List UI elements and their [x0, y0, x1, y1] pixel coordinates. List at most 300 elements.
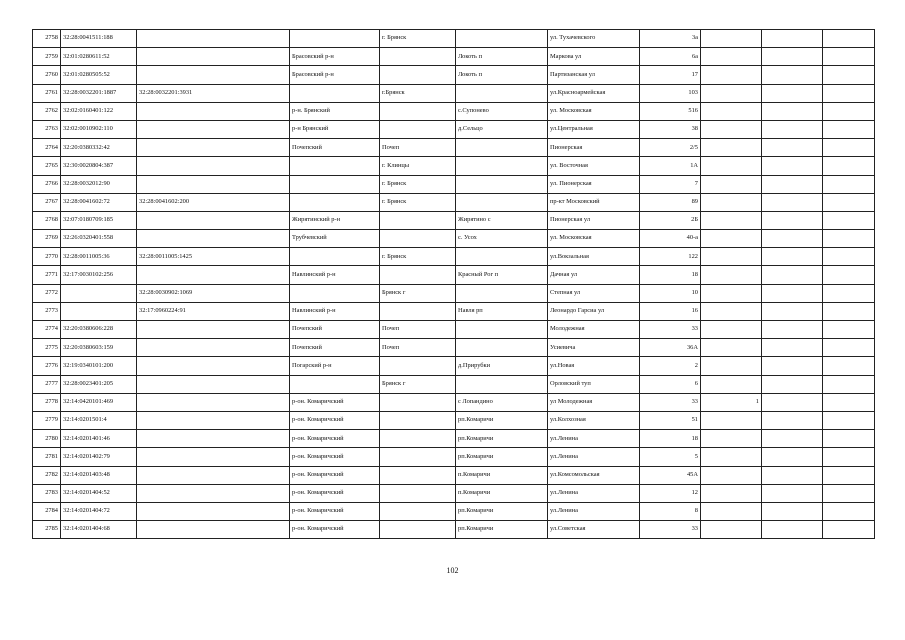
settlement-cell — [456, 30, 548, 48]
row-number: 2758 — [33, 30, 61, 48]
district-cell — [290, 248, 380, 266]
settlement-cell — [456, 193, 548, 211]
street-cell: ул.Центральная — [548, 120, 640, 138]
house-number-cell: 10 — [640, 284, 701, 302]
city-cell: Почеп — [380, 321, 456, 339]
cadastral-number-cell: 32:28:0023401:205 — [61, 375, 137, 393]
settlement-cell — [456, 339, 548, 357]
district-cell — [290, 284, 380, 302]
extra-cell — [701, 502, 762, 520]
house-number-cell: 18 — [640, 430, 701, 448]
house-number-cell: 7 — [640, 175, 701, 193]
row-number: 2771 — [33, 266, 61, 284]
city-cell — [380, 521, 456, 539]
cadastral-number-cell: 32:20:0380603:159 — [61, 339, 137, 357]
extra-cell — [701, 484, 762, 502]
district-cell: р-он. Комаричский — [290, 484, 380, 502]
settlement-cell: с Лопандино — [456, 393, 548, 411]
cadastral-number-2-cell: 32:17:0960224:91 — [137, 302, 290, 320]
cadastral-number-2-cell — [137, 266, 290, 284]
extra-cell — [701, 30, 762, 48]
street-cell: ул.Вокзальная — [548, 248, 640, 266]
district-cell: Почепский — [290, 139, 380, 157]
settlement-cell — [456, 175, 548, 193]
cadastral-number-2-cell — [137, 66, 290, 84]
table-row — [33, 502, 875, 520]
house-number-cell: 6а — [640, 48, 701, 66]
house-number-cell: 1А — [640, 157, 701, 175]
extra-cell — [701, 411, 762, 429]
empty-cell — [823, 211, 875, 229]
cadastral-number-2-cell — [137, 30, 290, 48]
row-number: 2766 — [33, 175, 61, 193]
city-cell — [380, 266, 456, 284]
cadastral-number-2-cell — [137, 120, 290, 138]
table-row — [33, 284, 875, 302]
cadastral-number-2-cell — [137, 502, 290, 520]
cadastral-number-cell: 32:20:0380332:42 — [61, 139, 137, 157]
cadastral-number-cell: 32:07:0180709:185 — [61, 211, 137, 229]
table-body — [33, 30, 875, 539]
row-number: 2764 — [33, 139, 61, 157]
street-cell: Усиевича — [548, 339, 640, 357]
empty-cell — [762, 375, 823, 393]
empty-cell — [823, 302, 875, 320]
city-cell: Брянск г — [380, 375, 456, 393]
street-cell: ул.Ленина — [548, 484, 640, 502]
empty-cell — [823, 393, 875, 411]
cadastral-number-2-cell — [137, 448, 290, 466]
extra-cell — [701, 448, 762, 466]
settlement-cell: Жирятино с — [456, 211, 548, 229]
row-number: 2770 — [33, 248, 61, 266]
street-cell: Пионерская — [548, 139, 640, 157]
district-cell: Брасовский р-н — [290, 48, 380, 66]
street-cell: пр-кт Московский — [548, 193, 640, 211]
row-number: 2763 — [33, 120, 61, 138]
empty-cell — [823, 248, 875, 266]
street-cell: Маркова ул — [548, 48, 640, 66]
empty-cell — [823, 48, 875, 66]
house-number-cell: 18 — [640, 266, 701, 284]
settlement-cell: рп.Комаричи — [456, 448, 548, 466]
empty-cell — [823, 157, 875, 175]
empty-cell — [823, 66, 875, 84]
cadastral-number-2-cell — [137, 466, 290, 484]
house-number-cell: 36А — [640, 339, 701, 357]
row-number: 2783 — [33, 484, 61, 502]
table-row — [33, 430, 875, 448]
district-cell: Жирятинский р-н — [290, 211, 380, 229]
table-row — [33, 339, 875, 357]
house-number-cell: 103 — [640, 84, 701, 102]
row-number: 2779 — [33, 411, 61, 429]
street-cell: ул.Ленина — [548, 448, 640, 466]
city-cell — [380, 393, 456, 411]
street-cell: ул. Московская — [548, 230, 640, 248]
cadastral-number-2-cell — [137, 139, 290, 157]
settlement-cell — [456, 375, 548, 393]
city-cell: г. Брянск — [380, 193, 456, 211]
table-row — [33, 411, 875, 429]
empty-cell — [823, 321, 875, 339]
settlement-cell: с. Усох — [456, 230, 548, 248]
extra-cell — [701, 466, 762, 484]
empty-cell — [762, 157, 823, 175]
house-number-cell: 6 — [640, 375, 701, 393]
empty-cell — [823, 375, 875, 393]
empty-cell — [823, 230, 875, 248]
settlement-cell: рп.Комаричи — [456, 430, 548, 448]
district-cell — [290, 157, 380, 175]
cadastral-number-cell: 32:01:0280611:52 — [61, 48, 137, 66]
extra-cell — [701, 157, 762, 175]
street-cell: ул.Колхозная — [548, 411, 640, 429]
row-number: 2762 — [33, 102, 61, 120]
table-row — [33, 193, 875, 211]
cadastral-number-2-cell: 32:28:0030902:1069 — [137, 284, 290, 302]
cadastral-number-2-cell — [137, 211, 290, 229]
settlement-cell: п.Комаричи — [456, 484, 548, 502]
street-cell: ул.Советская — [548, 521, 640, 539]
table-row — [33, 102, 875, 120]
table-row — [33, 302, 875, 320]
extra-cell — [701, 357, 762, 375]
empty-cell — [823, 448, 875, 466]
settlement-cell — [456, 248, 548, 266]
cadastral-number-cell: 32:28:0032012:90 — [61, 175, 137, 193]
empty-cell — [762, 120, 823, 138]
empty-cell — [762, 266, 823, 284]
cadastral-number-cell: 32:14:0201404:68 — [61, 521, 137, 539]
empty-cell — [762, 430, 823, 448]
extra-cell — [701, 321, 762, 339]
table-row — [33, 266, 875, 284]
city-cell: Почеп — [380, 139, 456, 157]
extra-cell — [701, 375, 762, 393]
house-number-cell: 5 — [640, 448, 701, 466]
extra-cell — [701, 175, 762, 193]
city-cell: г. Брянск — [380, 175, 456, 193]
empty-cell — [823, 466, 875, 484]
row-number: 2772 — [33, 284, 61, 302]
row-number: 2778 — [33, 393, 61, 411]
cadastral-number-2-cell — [137, 521, 290, 539]
cadastral-number-cell: 32:02:0010902:110 — [61, 120, 137, 138]
street-cell: ул. Московская — [548, 102, 640, 120]
empty-cell — [762, 284, 823, 302]
row-number: 2782 — [33, 466, 61, 484]
row-number: 2761 — [33, 84, 61, 102]
cadastral-number-2-cell — [137, 48, 290, 66]
settlement-cell — [456, 284, 548, 302]
settlement-cell: п.Комаричи — [456, 466, 548, 484]
house-number-cell: 45А — [640, 466, 701, 484]
empty-cell — [823, 102, 875, 120]
house-number-cell: 8 — [640, 502, 701, 520]
row-number: 2759 — [33, 48, 61, 66]
empty-cell — [762, 339, 823, 357]
extra-cell — [701, 84, 762, 102]
city-cell: Почеп — [380, 339, 456, 357]
row-number: 2769 — [33, 230, 61, 248]
empty-cell — [762, 521, 823, 539]
street-cell: Пионерская ул — [548, 211, 640, 229]
street-cell: ул.Комсомольская — [548, 466, 640, 484]
empty-cell — [762, 84, 823, 102]
settlement-cell: рп.Комаричи — [456, 502, 548, 520]
table-row — [33, 157, 875, 175]
empty-cell — [823, 484, 875, 502]
house-number-cell: 17 — [640, 66, 701, 84]
street-cell: ул Молодежная — [548, 393, 640, 411]
house-number-cell: 33 — [640, 521, 701, 539]
settlement-cell: рп.Комаричи — [456, 521, 548, 539]
extra-cell — [701, 139, 762, 157]
street-cell: ул. Тухачевского — [548, 30, 640, 48]
district-cell — [290, 30, 380, 48]
district-cell: Почепский — [290, 339, 380, 357]
row-number: 2785 — [33, 521, 61, 539]
table-row — [33, 120, 875, 138]
extra-cell — [701, 266, 762, 284]
district-cell: Брасовский р-н — [290, 66, 380, 84]
cadastral-number-2-cell — [137, 321, 290, 339]
empty-cell — [823, 175, 875, 193]
empty-cell — [823, 430, 875, 448]
property-register-table — [32, 29, 875, 539]
cadastral-number-cell: 32:30:0020804:387 — [61, 157, 137, 175]
empty-cell — [823, 139, 875, 157]
empty-cell — [762, 66, 823, 84]
cadastral-number-cell: 32:14:0201501:4 — [61, 411, 137, 429]
city-cell — [380, 357, 456, 375]
street-cell: Партизанская ул — [548, 66, 640, 84]
cadastral-number-cell: 32:19:0340101:200 — [61, 357, 137, 375]
extra-cell — [701, 521, 762, 539]
district-cell: р-он. Комаричский — [290, 430, 380, 448]
cadastral-number-cell: 32:02:0160401:122 — [61, 102, 137, 120]
house-number-cell: 12 — [640, 484, 701, 502]
street-cell: Степная ул — [548, 284, 640, 302]
empty-cell — [762, 302, 823, 320]
district-cell: Погарский р-н — [290, 357, 380, 375]
city-cell: г. Клинцы — [380, 157, 456, 175]
table-row — [33, 48, 875, 66]
house-number-cell: 51 — [640, 411, 701, 429]
row-number: 2760 — [33, 66, 61, 84]
table-row — [33, 466, 875, 484]
house-number-cell: 33 — [640, 321, 701, 339]
house-number-cell: 2Б — [640, 211, 701, 229]
district-cell: р-н. Брянский — [290, 102, 380, 120]
city-cell — [380, 466, 456, 484]
table-row — [33, 84, 875, 102]
city-cell — [380, 120, 456, 138]
settlement-cell: Красный Рог п — [456, 266, 548, 284]
street-cell: ул.Красноармейская — [548, 84, 640, 102]
city-cell: Брянск г — [380, 284, 456, 302]
empty-cell — [823, 339, 875, 357]
empty-cell — [823, 84, 875, 102]
empty-cell — [762, 102, 823, 120]
district-cell: р-он. Комаричский — [290, 521, 380, 539]
cadastral-number-2-cell — [137, 230, 290, 248]
empty-cell — [762, 321, 823, 339]
cadastral-number-cell: 32:28:0041511:188 — [61, 30, 137, 48]
cadastral-number-cell: 32:14:0201401:46 — [61, 430, 137, 448]
row-number: 2768 — [33, 211, 61, 229]
house-number-cell: 33 — [640, 393, 701, 411]
street-cell: ул.Новая — [548, 357, 640, 375]
district-cell: р-он. Комаричский — [290, 393, 380, 411]
cadastral-number-cell: 32:28:0011005:36 — [61, 248, 137, 266]
cadastral-number-2-cell — [137, 393, 290, 411]
empty-cell — [762, 502, 823, 520]
cadastral-number-2-cell: 32:28:0041602:200 — [137, 193, 290, 211]
empty-cell — [823, 502, 875, 520]
street-cell: Леонардо Гарсиа ул — [548, 302, 640, 320]
table-row — [33, 248, 875, 266]
cadastral-number-cell: 32:28:0041602:72 — [61, 193, 137, 211]
settlement-cell: Локоть п — [456, 48, 548, 66]
settlement-cell — [456, 157, 548, 175]
house-number-cell: 2/5 — [640, 139, 701, 157]
cadastral-number-2-cell — [137, 375, 290, 393]
cadastral-number-2-cell — [137, 484, 290, 502]
cadastral-number-cell: 32:17:0030102:256 — [61, 266, 137, 284]
empty-cell — [823, 521, 875, 539]
empty-cell — [823, 30, 875, 48]
extra-cell — [701, 230, 762, 248]
row-number: 2765 — [33, 157, 61, 175]
extra-cell — [701, 193, 762, 211]
empty-cell — [823, 357, 875, 375]
cadastral-number-cell: 32:14:0201404:52 — [61, 484, 137, 502]
cadastral-number-cell: 32:14:0201403:48 — [61, 466, 137, 484]
district-cell: р-он. Комаричский — [290, 411, 380, 429]
table-row — [33, 230, 875, 248]
district-cell: Почепский — [290, 321, 380, 339]
empty-cell — [762, 357, 823, 375]
settlement-cell — [456, 84, 548, 102]
row-number: 2780 — [33, 430, 61, 448]
extra-cell — [701, 339, 762, 357]
cadastral-number-2-cell — [137, 411, 290, 429]
extra-cell — [701, 48, 762, 66]
empty-cell — [762, 230, 823, 248]
district-cell: р-он. Комаричский — [290, 448, 380, 466]
table-row — [33, 175, 875, 193]
house-number-cell: 122 — [640, 248, 701, 266]
cadastral-number-2-cell — [137, 339, 290, 357]
extra-cell — [701, 66, 762, 84]
table-row — [33, 66, 875, 84]
city-cell — [380, 230, 456, 248]
empty-cell — [762, 30, 823, 48]
district-cell — [290, 375, 380, 393]
cadastral-number-cell — [61, 284, 137, 302]
settlement-cell — [456, 139, 548, 157]
cadastral-number-2-cell — [137, 430, 290, 448]
street-cell: Орловский туп — [548, 375, 640, 393]
empty-cell — [823, 193, 875, 211]
extra-cell: 1 — [701, 393, 762, 411]
cadastral-number-cell: 32:14:0201404:72 — [61, 502, 137, 520]
city-cell: г. Брянск — [380, 248, 456, 266]
table-row — [33, 211, 875, 229]
house-number-cell: 516 — [640, 102, 701, 120]
cadastral-number-cell: 32:20:0380606:228 — [61, 321, 137, 339]
empty-cell — [762, 248, 823, 266]
extra-cell — [701, 120, 762, 138]
city-cell — [380, 430, 456, 448]
city-cell: г.Брянск — [380, 84, 456, 102]
cadastral-number-2-cell: 32:28:0011005:1425 — [137, 248, 290, 266]
cadastral-number-cell: 32:14:0201402:79 — [61, 448, 137, 466]
city-cell — [380, 211, 456, 229]
district-cell — [290, 84, 380, 102]
cadastral-number-2-cell: 32:28:0032201:3931 — [137, 84, 290, 102]
district-cell: р-н Брянский — [290, 120, 380, 138]
empty-cell — [762, 193, 823, 211]
city-cell — [380, 48, 456, 66]
empty-cell — [823, 284, 875, 302]
table-row — [33, 521, 875, 539]
district-cell: р-он. Комаричский — [290, 502, 380, 520]
house-number-cell: 38 — [640, 120, 701, 138]
row-number: 2775 — [33, 339, 61, 357]
row-number: 2773 — [33, 302, 61, 320]
extra-cell — [701, 430, 762, 448]
table-row — [33, 375, 875, 393]
city-cell — [380, 502, 456, 520]
district-cell: Навлинский р-н — [290, 302, 380, 320]
table-row — [33, 139, 875, 157]
table-row — [33, 30, 875, 48]
city-cell — [380, 102, 456, 120]
district-cell: Навлинский р-н — [290, 266, 380, 284]
settlement-cell: Локоть п — [456, 66, 548, 84]
city-cell — [380, 302, 456, 320]
street-cell: ул.Ленина — [548, 430, 640, 448]
empty-cell — [823, 411, 875, 429]
city-cell — [380, 448, 456, 466]
city-cell: г. Брянск — [380, 30, 456, 48]
row-number: 2784 — [33, 502, 61, 520]
district-cell: р-он. Комаричский — [290, 466, 380, 484]
cadastral-number-cell: 32:26:0320401:558 — [61, 230, 137, 248]
cadastral-number-cell: 32:28:0032201:1887 — [61, 84, 137, 102]
house-number-cell: 16 — [640, 302, 701, 320]
table-row — [33, 393, 875, 411]
cadastral-number-2-cell — [137, 157, 290, 175]
empty-cell — [762, 484, 823, 502]
empty-cell — [823, 120, 875, 138]
table-row — [33, 357, 875, 375]
street-cell: ул. Пионерская — [548, 175, 640, 193]
street-cell: ул.Ленина — [548, 502, 640, 520]
district-cell: Трубчевский — [290, 230, 380, 248]
cadastral-number-cell: 32:14:0420101:469 — [61, 393, 137, 411]
cadastral-number-cell: 32:01:0280505:52 — [61, 66, 137, 84]
settlement-cell — [456, 321, 548, 339]
extra-cell — [701, 302, 762, 320]
row-number: 2767 — [33, 193, 61, 211]
table-row — [33, 321, 875, 339]
row-number: 2774 — [33, 321, 61, 339]
empty-cell — [762, 175, 823, 193]
